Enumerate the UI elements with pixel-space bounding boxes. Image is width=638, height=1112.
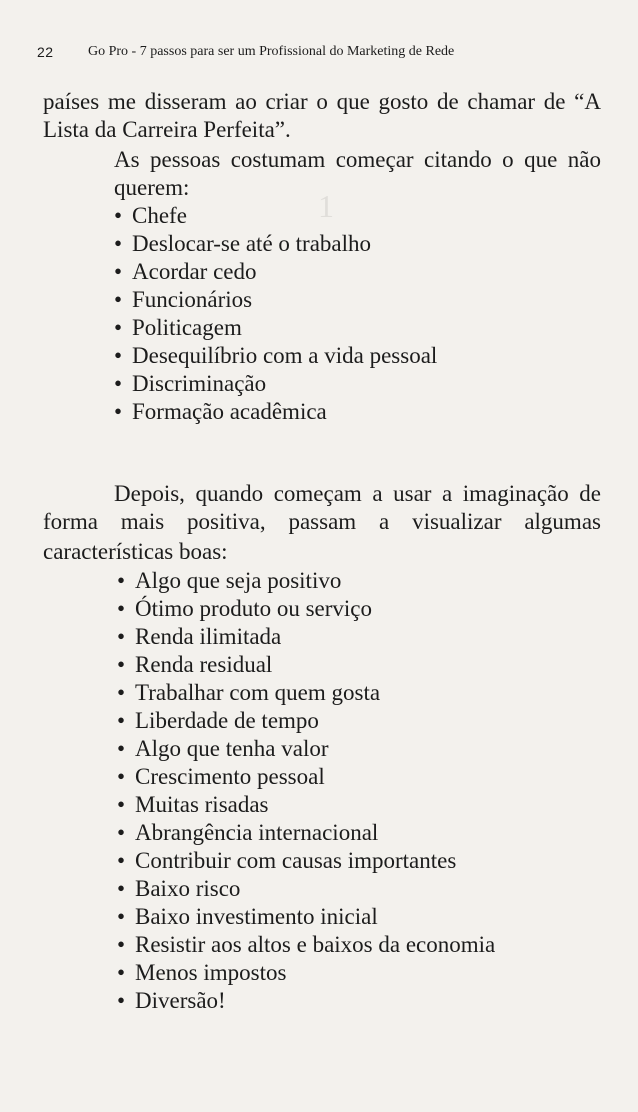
dislike-item — [114, 202, 594, 230]
wish-item — [117, 903, 597, 931]
wish-item — [117, 735, 597, 763]
wish-item — [117, 931, 597, 959]
dislike-item-text: Desequilíbrio com a vida pessoal — [132, 343, 438, 368]
bullet-icon: • — [114, 203, 123, 228]
paragraph-2-line-2: querem: — [114, 175, 190, 200]
wish-item-text: Crescimento pessoal — [135, 764, 325, 789]
running-title: Go Pro - 7 passos para ser um Profissional do Marketing de Rede — [88, 44, 455, 59]
dislike-item-text: Funcionários — [132, 287, 253, 312]
dislike-item — [114, 398, 594, 426]
bullet-icon: • — [117, 988, 126, 1013]
dislike-item-text: Deslocar-se até o trabalho — [132, 231, 372, 256]
bullet-icon: • — [117, 848, 126, 873]
dislike-item — [114, 314, 594, 342]
wishes-list — [117, 567, 597, 1015]
bullet-icon: • — [117, 736, 126, 761]
wish-item — [117, 987, 597, 1015]
wish-item-text: Liberdade de tempo — [135, 708, 319, 733]
paragraph-3-line-1: Depois, quando começam a usar a imaginação de — [114, 481, 601, 506]
dislike-item-text: Politicagem — [132, 315, 242, 340]
wish-item — [117, 763, 597, 791]
bullet-icon: • — [117, 652, 126, 677]
dislike-item-text: Acordar cedo — [132, 259, 257, 284]
wish-item — [117, 567, 597, 595]
dislike-item — [114, 230, 594, 258]
bullet-icon: • — [117, 820, 126, 845]
bullet-icon: • — [117, 904, 126, 929]
wish-item-text: Trabalhar com quem gosta — [135, 680, 381, 705]
wish-item-text: Diversão! — [135, 988, 226, 1013]
wish-item — [117, 623, 597, 651]
bullet-icon: • — [114, 287, 123, 312]
wish-item — [117, 679, 597, 707]
bullet-icon: • — [117, 708, 126, 733]
wish-item-text: Renda residual — [135, 652, 273, 677]
page-number: 22 — [37, 44, 54, 60]
page-header — [0, 44, 638, 64]
bullet-icon: • — [114, 259, 123, 284]
wish-item-text: Algo que tenha valor — [135, 736, 329, 761]
wish-item — [117, 651, 597, 679]
wish-item-text: Baixo risco — [135, 876, 241, 901]
wish-item — [117, 819, 597, 847]
wish-item — [117, 791, 597, 819]
bullet-icon: • — [117, 876, 126, 901]
dislike-item-text: Discriminação — [132, 371, 267, 396]
wish-item-text: Contribuir com causas importantes — [135, 848, 457, 873]
wish-item-text: Resistir aos altos e baixos da economia — [135, 932, 496, 957]
wish-item — [117, 707, 597, 735]
dislike-item — [114, 286, 594, 314]
wish-item — [117, 595, 597, 623]
bullet-icon: • — [114, 343, 123, 368]
dislike-item — [114, 370, 594, 398]
dislike-item — [114, 258, 594, 286]
wish-item — [117, 959, 597, 987]
bullet-icon: • — [114, 315, 123, 340]
bullet-icon: • — [114, 399, 123, 424]
bullet-icon: • — [117, 568, 126, 593]
bullet-icon: • — [114, 231, 123, 256]
bullet-icon: • — [117, 596, 126, 621]
wish-item-text: Menos impostos — [135, 960, 287, 985]
bleed-through: 1 — [318, 188, 334, 224]
bullet-icon: • — [117, 792, 126, 817]
dislike-item-text: Formação acadêmica — [132, 399, 327, 424]
bullet-icon: • — [117, 624, 126, 649]
bullet-icon: • — [117, 680, 126, 705]
dislike-item-text: Chefe — [132, 203, 187, 228]
paragraph-2-line-1: As pessoas costumam começar citando o que não — [114, 147, 601, 172]
bullet-icon: • — [117, 932, 126, 957]
wish-item-text: Renda ilimitada — [135, 624, 282, 649]
paragraph-1-line-1: países me disseram ao criar o que gosto de chamar de “A — [43, 89, 601, 114]
wish-item-text: Algo que seja positivo — [135, 568, 342, 593]
wish-item-text: Ótimo produto ou serviço — [135, 596, 372, 621]
wish-item — [117, 875, 597, 903]
paragraph-3-line-2: forma mais positiva, passam a visualizar algumas — [43, 509, 601, 534]
wish-item-text: Abrangência internacional — [135, 820, 379, 845]
wish-item-text: Baixo investimento inicial — [135, 904, 378, 929]
bullet-icon: • — [117, 764, 126, 789]
dislikes-list — [114, 202, 594, 426]
bullet-icon: • — [114, 371, 123, 396]
dislike-item — [114, 342, 594, 370]
paragraph-1-line-2: Lista da Carreira Perfeita”. — [43, 117, 291, 142]
wish-item-text: Muitas risadas — [135, 792, 269, 817]
bullet-icon: • — [117, 960, 126, 985]
wish-item — [117, 847, 597, 875]
paragraph-3-line-3: características boas: — [43, 539, 228, 564]
